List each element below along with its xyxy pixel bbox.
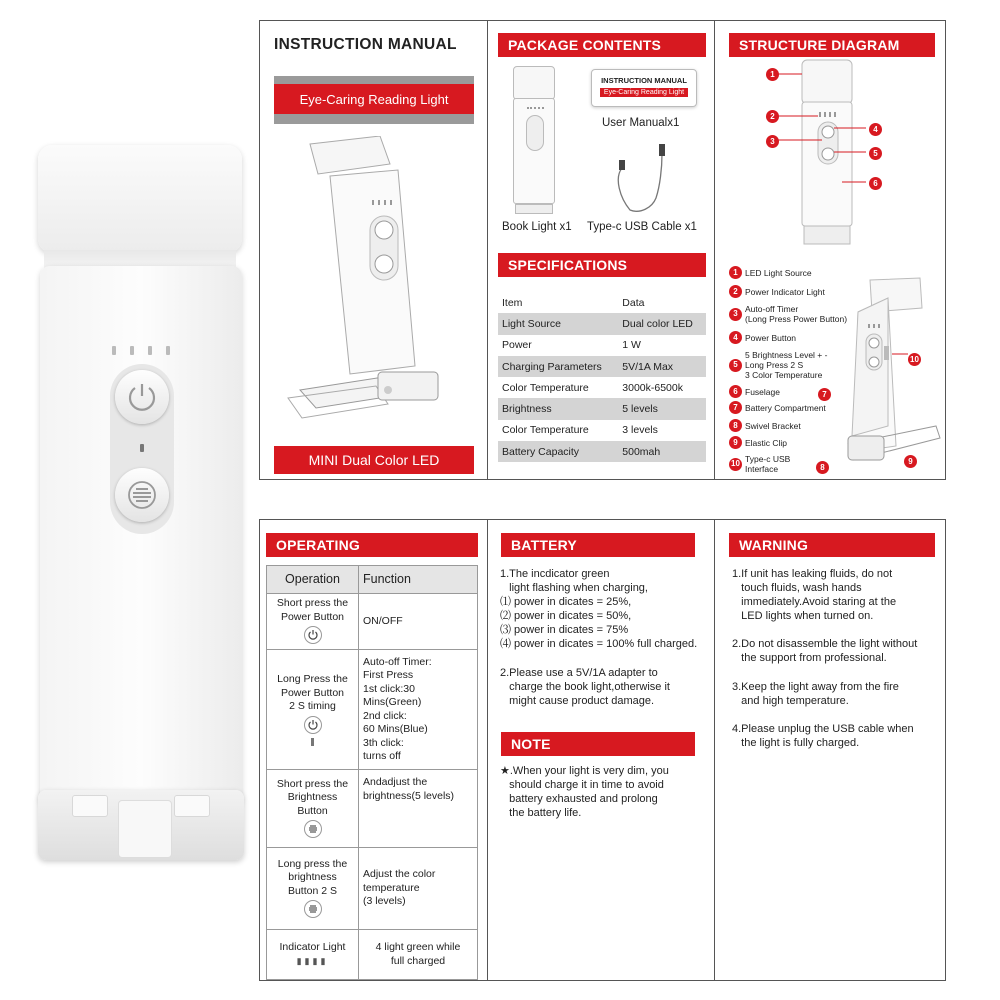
op-function: Auto-off Timer: First Press 1st click:30 Mins(Green) 2nd click: 60 Mins(Blue) 3th click: turns off [359, 650, 478, 770]
callout-4 [869, 121, 885, 139]
part-number: 4 [729, 331, 742, 344]
callout-1 [766, 66, 782, 84]
specifications-header: SPECIFICATIONS [498, 253, 706, 277]
callout-number: 9 [904, 455, 917, 468]
hinge-right [174, 795, 210, 817]
part-label: Power Indicator Light [745, 286, 825, 297]
part-8 [729, 419, 801, 432]
manual-title: INSTRUCTION MANUAL [274, 36, 457, 53]
indicator-dots-icon [112, 342, 184, 360]
spec-header-data: Data [622, 296, 645, 309]
spec-value: 3 levels [622, 424, 658, 437]
op-operation: Long press the brightness Button 2 S [277, 857, 348, 897]
op-header-operation: Operation [267, 566, 359, 594]
brightness-icon [304, 900, 322, 918]
battery-header: BATTERY [501, 533, 695, 557]
table-row [498, 356, 706, 377]
note-header: NOTE [501, 732, 695, 756]
table-row [498, 313, 706, 334]
spec-value: 3000k-6500k [622, 381, 683, 394]
callout-number: 2 [766, 110, 779, 123]
spec-item: Brightness [498, 398, 618, 419]
angled-light-illustration [818, 276, 944, 472]
book-light-base [515, 204, 553, 214]
op-function: ON/OFF [359, 594, 478, 650]
op-cell [267, 848, 359, 930]
brightness-icon [115, 468, 169, 522]
callout-number: 8 [816, 461, 829, 474]
op-function: Adjust the color temperature (3 levels) [359, 848, 478, 930]
table-row [498, 420, 706, 441]
part-1 [729, 266, 812, 279]
callout-number: 4 [869, 123, 882, 136]
part-label: LED Light Source [745, 267, 812, 278]
part-number: 8 [729, 419, 742, 432]
book-light-head [513, 66, 555, 100]
op-cell [267, 930, 359, 980]
op-operation: Short press the Power Button [276, 597, 349, 623]
part-2 [729, 285, 825, 298]
part-number: 9 [729, 436, 742, 449]
table-row [267, 566, 478, 594]
spec-item: Light Source [498, 313, 618, 334]
bracket-foot [118, 800, 172, 858]
op-cell [267, 770, 359, 848]
part-number: 10 [729, 458, 742, 471]
book-light-body [513, 98, 555, 204]
part-6 [729, 385, 780, 398]
part-label: Battery Compartment [745, 402, 826, 413]
package-item-light: Book Light x1 [502, 221, 572, 233]
part-label: Type-c USB Interface [745, 454, 791, 474]
callout-8 [816, 459, 832, 477]
package-item-manual: User Manualx1 [602, 117, 680, 129]
op-operation: Indicator Light [279, 941, 346, 953]
part-label: Fuselage [745, 386, 780, 397]
part-label: 5 Brightness Level + - Long Press 2 S 3 Color Temperature [745, 350, 828, 380]
op-header-function: Function [359, 566, 478, 594]
warning-item-4: 4.Please unplug the USB cable when the light is fully charged. [732, 723, 914, 749]
part-label: Swivel Bracket [745, 420, 801, 431]
table-row [267, 848, 478, 930]
button-panel [110, 364, 174, 534]
part-label: Auto-off Timer (Long Press Power Button) [745, 304, 848, 324]
indicator-dots-icon: ▮▮▮▮ [296, 955, 329, 966]
callout-10 [908, 351, 924, 369]
op-function: 4 light green while full charged [359, 930, 478, 980]
op-function: Andadjust the brightness(5 levels) [359, 770, 478, 848]
spec-item: Power [502, 339, 532, 352]
table-row [498, 441, 706, 462]
note-text: ★.When your light is very dim, you should charge it in time to avoid battery exhausted and prolong the battery life. [500, 765, 669, 819]
battery-level-3: ⑶ power in dicates = 75% [500, 624, 629, 636]
table-row [498, 335, 706, 356]
part-label: Elastic Clip [745, 437, 788, 448]
light-head [38, 145, 242, 253]
part-10 [729, 454, 790, 474]
divider [274, 76, 474, 84]
power-icon [304, 626, 322, 644]
specifications-table [498, 292, 706, 462]
part-number: 6 [729, 385, 742, 398]
package-item-cable: Type-c USB Cable x1 [587, 221, 697, 233]
part-number: 7 [729, 401, 742, 414]
op-cell [267, 594, 359, 650]
callout-number: 3 [766, 135, 779, 148]
package-contents-header: PACKAGE CONTENTS [498, 33, 706, 57]
structure-diagram-header: STRUCTURE DIAGRAM [729, 33, 935, 57]
spec-item: Charging Parameters [498, 356, 618, 377]
table-row [267, 930, 478, 980]
product-name-banner: Eye-Caring Reading Light [274, 84, 474, 114]
mini-dual-color-label: MINI Dual Color LED [274, 446, 474, 474]
reading-light-illustration [280, 136, 470, 428]
op-cell [267, 650, 359, 770]
hinge-left [72, 795, 108, 817]
battery-item-1: 1.The incdicator green light flashing when charging, [500, 568, 648, 594]
warning-item-2: 2.Do not disassemble the light without the support from professional. [732, 638, 918, 664]
spec-value: 500mah [618, 441, 706, 462]
part-number: 3 [729, 308, 742, 321]
divider [274, 114, 474, 124]
operating-table [266, 565, 478, 980]
manual-card-title: INSTRUCTION MANUAL [601, 76, 687, 85]
callout-number: 10 [908, 353, 921, 366]
op-operation: Short press the Brightness Button [276, 777, 349, 817]
callout-2 [766, 108, 782, 126]
table-row [498, 398, 706, 419]
spec-value: 5V/1A Max [618, 356, 706, 377]
manual-card-sub: Eye-Caring Reading Light [600, 88, 688, 97]
timer-indicator-icon [311, 738, 314, 746]
part-label: Power Button [745, 332, 797, 343]
callout-number: 7 [818, 388, 831, 401]
battery-item-2: 2.Please use a 5V/1A adapter to charge the book light,otherwise it might cause product damage. [500, 667, 670, 707]
spec-value: Dual color LED [618, 313, 706, 334]
table-row [267, 770, 478, 848]
callout-7 [818, 386, 834, 404]
part-5 [729, 350, 827, 380]
callout-3 [766, 133, 782, 151]
power-icon [304, 716, 322, 734]
table-row [498, 377, 706, 398]
part-number: 5 [729, 359, 742, 372]
callout-5 [869, 145, 885, 163]
spec-value: 1 W [622, 339, 641, 352]
op-operation: Long Press the Power Button 2 S timing [277, 673, 348, 712]
spec-value: 5 levels [618, 398, 706, 419]
power-icon [115, 370, 169, 424]
spec-item: Battery Capacity [498, 441, 618, 462]
manual-card [591, 69, 697, 107]
brightness-icon [304, 820, 322, 838]
battery-level-2: ⑵ power in dicates = 50%, [500, 610, 632, 622]
callout-number: 6 [869, 177, 882, 190]
spec-header-item: Item [502, 296, 523, 309]
spec-item: Color Temperature [502, 381, 589, 394]
warning-item-1: 1.If unit has leaking fluids, do not touch fluids, wash hands immediately.Avoid staring at the LED lights when turned on. [732, 568, 897, 622]
warning-item-3: 3.Keep the light away from the fire and high temperature. [732, 681, 899, 707]
battery-level-4: ⑷ power in dicates = 100% full charged. [500, 638, 698, 650]
callout-6 [869, 175, 885, 193]
operating-header: OPERATING [266, 533, 478, 557]
table-row [267, 594, 478, 650]
spec-item: Color Temperature [502, 424, 589, 437]
callout-number: 1 [766, 68, 779, 81]
part-4 [729, 331, 796, 344]
warning-header: WARNING [729, 533, 935, 557]
part-7 [729, 401, 826, 414]
part-9 [729, 436, 787, 449]
callout-number: 5 [869, 147, 882, 160]
callout-9 [904, 453, 920, 471]
part-number: 2 [729, 285, 742, 298]
timer-indicator-icon [140, 444, 144, 452]
table-row [267, 650, 478, 770]
usb-cable-icon [610, 138, 670, 214]
battery-level-1: ⑴ power in dicates = 25%, [500, 596, 632, 608]
table-row [498, 292, 706, 313]
part-number: 1 [729, 266, 742, 279]
